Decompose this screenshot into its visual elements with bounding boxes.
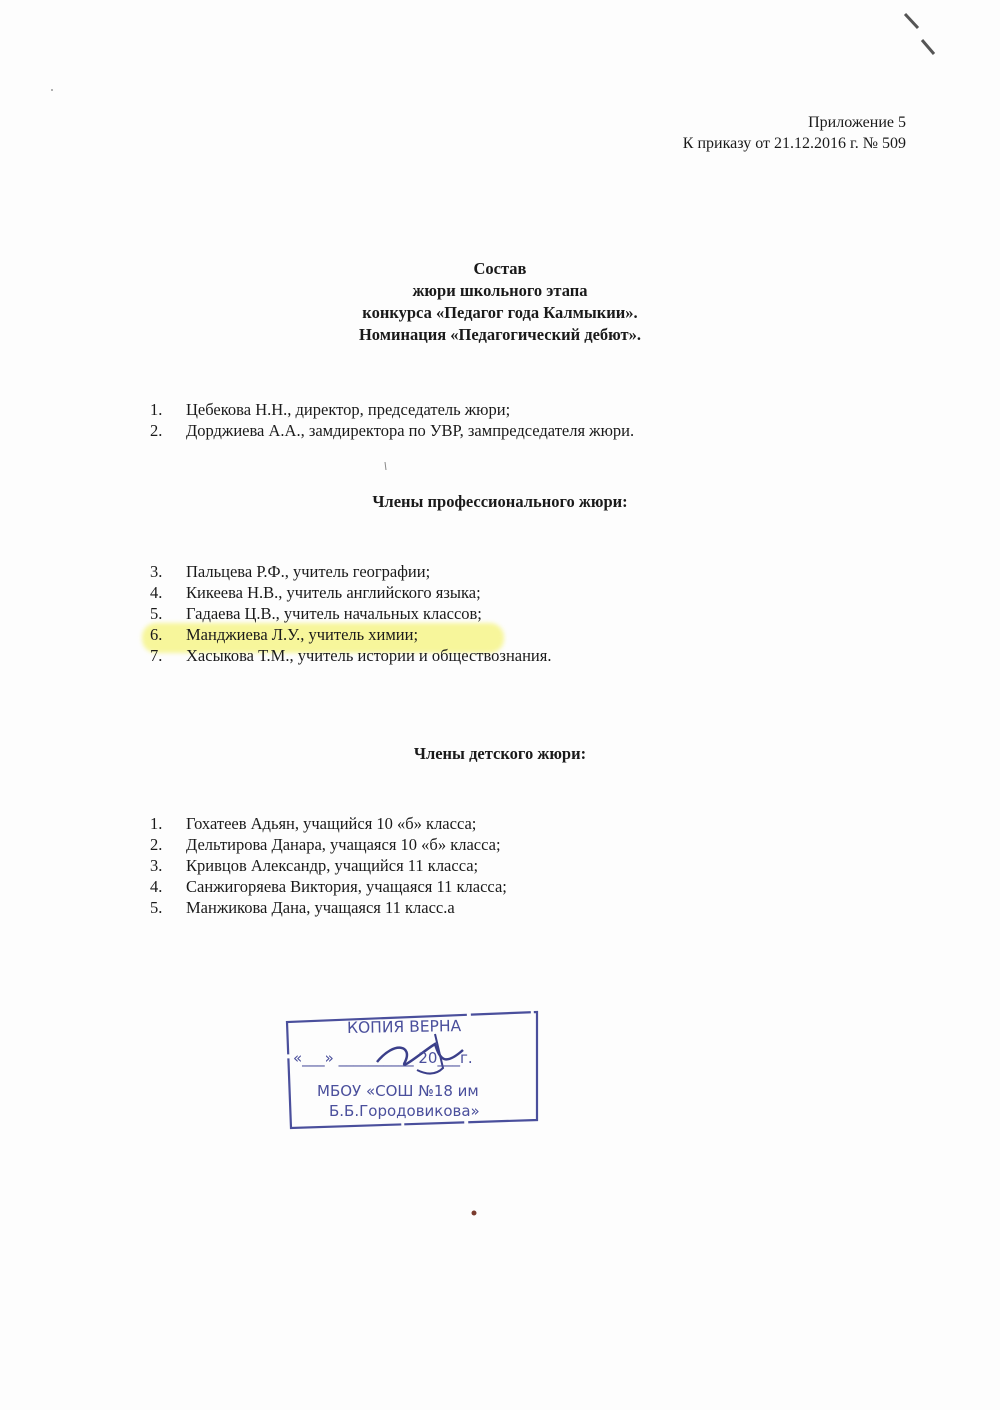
item-number: 5. xyxy=(150,604,163,623)
item-text: Гадаева Ц.В., учитель начальных классов; xyxy=(186,604,482,623)
item-number: 1. xyxy=(150,400,163,419)
item-text: Кривцов Александр, учащийся 11 класса; xyxy=(186,856,479,875)
item-text: Санжигоряева Виктория, учащаяся 11 класса; xyxy=(186,877,507,896)
item-text: Манжикова Дана, учащаяся 11 класс.а xyxy=(186,898,455,917)
title-line-3: конкурса «Педагог года Калмыкии». xyxy=(362,303,638,322)
item-text: Дельтирова Данара, учащаяся 10 «б» класса; xyxy=(186,835,501,854)
stamp-line-1: КОПИЯ ВЕРНА xyxy=(346,1017,462,1037)
item-number: 7. xyxy=(150,646,163,665)
item-text: Дорджиева А.А., замдиректора по УВР, зампредседателя жюри. xyxy=(186,421,635,440)
children-jury-heading: Члены детского жюри: xyxy=(413,744,587,763)
item-text: Манджиева Л.У., учитель химии; xyxy=(186,625,419,644)
item-number: 3. xyxy=(150,562,163,581)
item-number: 4. xyxy=(150,877,163,896)
item-number: 4. xyxy=(150,583,163,602)
item-text: Пальцева Р.Ф., учитель географии; xyxy=(186,562,431,581)
item-text: Цебекова Н.Н., директор, председатель жюри; xyxy=(186,400,511,419)
stamp-line-3: МБОУ «СОШ №18 им xyxy=(317,1082,479,1100)
order-reference: К приказу от 21.12.2016 г. № 509 xyxy=(682,135,906,152)
item-text: Кикеева Н.В., учитель английского языка; xyxy=(186,583,481,602)
title-line-2: жюри школьного этапа xyxy=(412,281,588,300)
item-number: 1. xyxy=(150,814,163,833)
item-number: 2. xyxy=(150,835,163,854)
item-number: 6. xyxy=(150,625,163,644)
stamp-line-4: Б.Б.Городовикова» xyxy=(329,1102,480,1120)
title-line-4: Номинация «Педагогический дебют». xyxy=(358,325,642,344)
item-number: 5. xyxy=(150,898,163,917)
appendix-number: Приложение 5 xyxy=(808,114,906,131)
professional-jury-heading: Члены профессионального жюри: xyxy=(372,492,628,511)
item-number: 3. xyxy=(150,856,163,875)
item-text: Гохатеев Адьян, учащийся 10 «б» класса; xyxy=(186,814,477,833)
item-number: 2. xyxy=(150,421,163,440)
stamp-line-2: «___» __________ 20___г. xyxy=(293,1049,473,1067)
title-line-1: Состав xyxy=(473,259,527,278)
item-text: Хасыкова Т.М., учитель истории и обществознания. xyxy=(186,646,552,665)
